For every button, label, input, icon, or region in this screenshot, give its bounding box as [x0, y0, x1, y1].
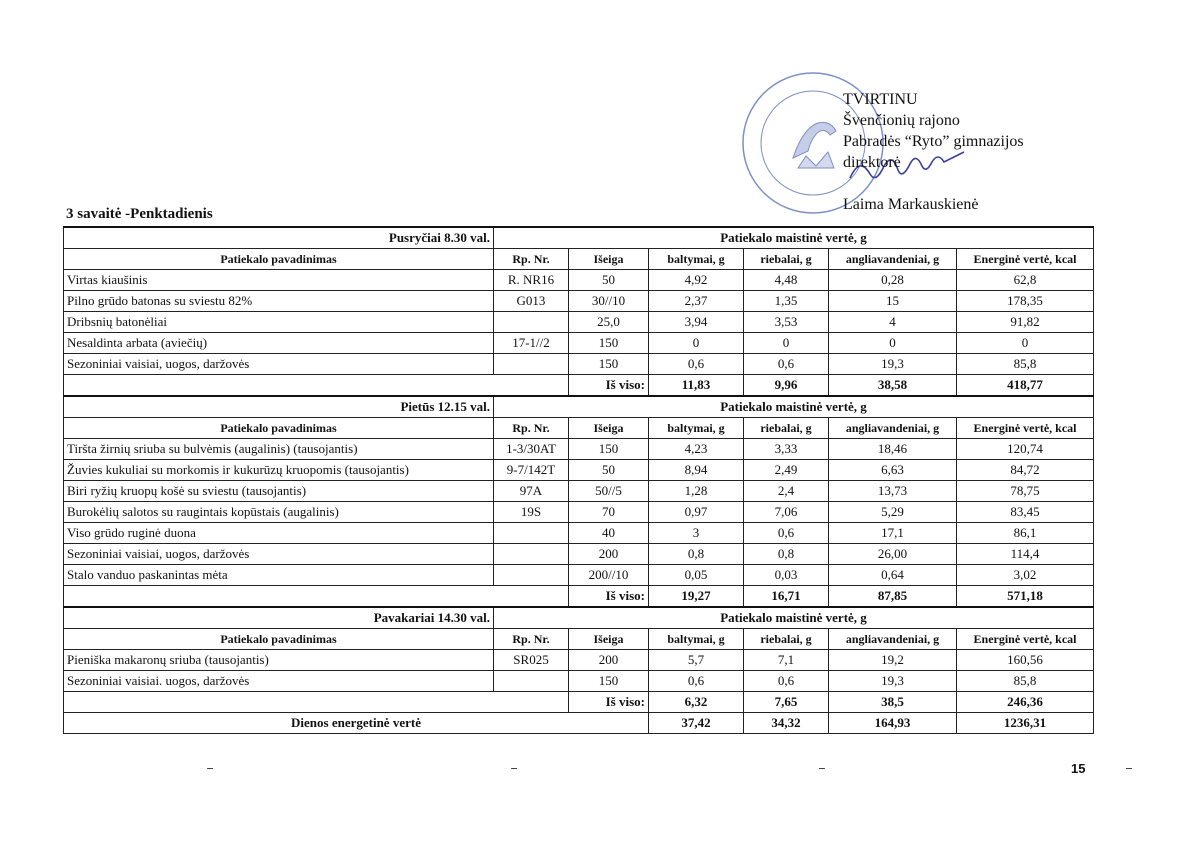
dish-rp-nr: 17-1//2 [494, 333, 569, 354]
total-kcal: 571,18 [957, 586, 1094, 608]
day-total-row [64, 713, 1094, 734]
total-protein: 19,27 [649, 586, 744, 608]
dish-yield: 30//10 [569, 291, 649, 312]
dish-rp-nr: SR025 [494, 650, 569, 671]
meal-title: Pavakariai 14.30 val. [64, 607, 494, 629]
header-energy: Energinė vertė, kcal [957, 249, 1094, 270]
day-total-kcal: 1236,31 [957, 713, 1094, 734]
dish-rp-nr: G013 [494, 291, 569, 312]
header-protein: baltymai, g [649, 629, 744, 650]
nutrition-header: Patiekalo maistinė vertė, g [494, 396, 1094, 418]
dish-row [64, 333, 1094, 354]
meal-title-row [64, 227, 1094, 249]
scan-mark [1126, 768, 1132, 769]
meal-total-row [64, 586, 1094, 608]
dish-row [64, 439, 1094, 460]
dish-name: Pieniška makaronų sriuba (tausojantis) [64, 650, 494, 671]
dish-protein: 4,92 [649, 270, 744, 291]
total-protein: 6,32 [649, 692, 744, 713]
dish-yield: 150 [569, 671, 649, 692]
day-total-label: Dienos energetinė vertė [64, 713, 649, 734]
dish-row [64, 354, 1094, 375]
dish-carbs: 19,3 [829, 354, 957, 375]
dish-yield: 50 [569, 270, 649, 291]
day-total-fat: 34,32 [744, 713, 829, 734]
dish-name: Sezoniniai vaisiai. uogos, daržovės [64, 671, 494, 692]
dish-rp-nr: 97A [494, 481, 569, 502]
dish-yield: 40 [569, 523, 649, 544]
total-fat: 9,96 [744, 375, 829, 397]
dish-carbs: 13,73 [829, 481, 957, 502]
dish-row [64, 650, 1094, 671]
dish-name: Pilno grūdo batonas su sviestu 82% [64, 291, 494, 312]
dish-fat: 3,33 [744, 439, 829, 460]
dish-name: Virtas kiaušinis [64, 270, 494, 291]
dish-carbs: 6,63 [829, 460, 957, 481]
nutrition-header: Patiekalo maistinė vertė, g [494, 227, 1094, 249]
dish-row [64, 270, 1094, 291]
week-title: 3 savaitė -Penktadienis [66, 206, 213, 222]
dish-yield: 70 [569, 502, 649, 523]
dish-protein: 3 [649, 523, 744, 544]
nutrition-header: Patiekalo maistinė vertė, g [494, 607, 1094, 629]
dish-fat: 7,1 [744, 650, 829, 671]
total-carbs: 38,58 [829, 375, 957, 397]
dish-protein: 5,7 [649, 650, 744, 671]
dish-carbs: 4 [829, 312, 957, 333]
day-total-protein: 37,42 [649, 713, 744, 734]
dish-protein: 0,05 [649, 565, 744, 586]
dish-rp-nr: 19S [494, 502, 569, 523]
dish-row [64, 671, 1094, 692]
dish-fat: 0,6 [744, 671, 829, 692]
dish-fat: 0,6 [744, 523, 829, 544]
dish-carbs: 5,29 [829, 502, 957, 523]
dish-fat: 1,35 [744, 291, 829, 312]
dish-yield: 150 [569, 333, 649, 354]
dish-fat: 2,4 [744, 481, 829, 502]
dish-name: Burokėlių salotos su raugintais kopūstais (augalinis) [64, 502, 494, 523]
meal-title-row [64, 607, 1094, 629]
header-carbs: angliavandeniai, g [829, 249, 957, 270]
header-fat: riebalai, g [744, 629, 829, 650]
column-header-row [64, 629, 1094, 650]
dish-protein: 8,94 [649, 460, 744, 481]
approval-line: TVIRTINU [843, 91, 918, 108]
dish-yield: 200//10 [569, 565, 649, 586]
dish-kcal: 62,8 [957, 270, 1094, 291]
meal-total-row [64, 375, 1094, 397]
dish-row [64, 291, 1094, 312]
total-spacer [64, 586, 569, 608]
header-energy: Energinė vertė, kcal [957, 418, 1094, 439]
dish-protein: 4,23 [649, 439, 744, 460]
header-yield: Išeiga [569, 418, 649, 439]
header-protein: baltymai, g [649, 249, 744, 270]
dish-fat: 2,49 [744, 460, 829, 481]
approver-name: Laima Markauskienė [843, 196, 979, 213]
dish-rp-nr [494, 354, 569, 375]
header-yield: Išeiga [569, 629, 649, 650]
dish-kcal: 85,8 [957, 354, 1094, 375]
dish-protein: 1,28 [649, 481, 744, 502]
header-dish-name: Patiekalo pavadinimas [64, 629, 494, 650]
header-rp-nr: Rp. Nr. [494, 418, 569, 439]
dish-carbs: 19,2 [829, 650, 957, 671]
dish-protein: 0,6 [649, 671, 744, 692]
total-label: Iš viso: [569, 692, 649, 713]
dish-kcal: 85,8 [957, 671, 1094, 692]
approval-line: direktorė [843, 154, 901, 171]
dish-row [64, 481, 1094, 502]
dish-carbs: 15 [829, 291, 957, 312]
dish-fat: 4,48 [744, 270, 829, 291]
dish-carbs: 0 [829, 333, 957, 354]
column-header-row [64, 418, 1094, 439]
total-carbs: 87,85 [829, 586, 957, 608]
header-carbs: angliavandeniai, g [829, 629, 957, 650]
meal-title: Pusryčiai 8.30 val. [64, 227, 494, 249]
dish-name: Viso grūdo ruginė duona [64, 523, 494, 544]
dish-name: Stalo vanduo paskanintas mėta [64, 565, 494, 586]
total-label: Iš viso: [569, 586, 649, 608]
dish-carbs: 18,46 [829, 439, 957, 460]
dish-row [64, 502, 1094, 523]
approval-line: Pabradės “Ryto” gimnazijos [843, 133, 1024, 150]
header-rp-nr: Rp. Nr. [494, 629, 569, 650]
dish-fat: 3,53 [744, 312, 829, 333]
dish-fat: 0,03 [744, 565, 829, 586]
scan-mark [207, 768, 213, 769]
total-carbs: 38,5 [829, 692, 957, 713]
total-label: Iš viso: [569, 375, 649, 397]
dish-kcal: 3,02 [957, 565, 1094, 586]
dish-carbs: 17,1 [829, 523, 957, 544]
dish-carbs: 26,00 [829, 544, 957, 565]
total-kcal: 418,77 [957, 375, 1094, 397]
dish-carbs: 0,64 [829, 565, 957, 586]
dish-kcal: 114,4 [957, 544, 1094, 565]
dish-rp-nr: R. NR16 [494, 270, 569, 291]
dish-protein: 3,94 [649, 312, 744, 333]
column-header-row [64, 249, 1094, 270]
total-protein: 11,83 [649, 375, 744, 397]
dish-name: Biri ryžių kruopų košė su sviestu (tausojantis) [64, 481, 494, 502]
header-energy: Energinė vertė, kcal [957, 629, 1094, 650]
dish-row [64, 460, 1094, 481]
dish-rp-nr [494, 544, 569, 565]
scan-mark [819, 768, 825, 769]
dish-kcal: 83,45 [957, 502, 1094, 523]
dish-name: Tiršta žirnių sriuba su bulvėmis (augalinis) (tausojantis) [64, 439, 494, 460]
dish-rp-nr: 9-7/142T [494, 460, 569, 481]
header-dish-name: Patiekalo pavadinimas [64, 249, 494, 270]
dish-name: Nesaldinta arbata (aviečių) [64, 333, 494, 354]
dish-carbs: 0,28 [829, 270, 957, 291]
dish-carbs: 19,3 [829, 671, 957, 692]
dish-yield: 50 [569, 460, 649, 481]
dish-protein: 0,97 [649, 502, 744, 523]
dish-protein: 0,8 [649, 544, 744, 565]
header-rp-nr: Rp. Nr. [494, 249, 569, 270]
dish-rp-nr [494, 523, 569, 544]
dish-row [64, 312, 1094, 333]
dish-kcal: 178,35 [957, 291, 1094, 312]
dish-kcal: 91,82 [957, 312, 1094, 333]
header-dish-name: Patiekalo pavadinimas [64, 418, 494, 439]
dish-yield: 200 [569, 544, 649, 565]
dish-fat: 7,06 [744, 502, 829, 523]
total-fat: 16,71 [744, 586, 829, 608]
total-spacer [64, 692, 569, 713]
dish-kcal: 160,56 [957, 650, 1094, 671]
dish-rp-nr: 1-3/30AT [494, 439, 569, 460]
dish-yield: 150 [569, 439, 649, 460]
dish-kcal: 84,72 [957, 460, 1094, 481]
dish-name: Sezoniniai vaisiai, uogos, daržovės [64, 544, 494, 565]
dish-row [64, 544, 1094, 565]
dish-yield: 200 [569, 650, 649, 671]
dish-kcal: 86,1 [957, 523, 1094, 544]
dish-fat: 0,8 [744, 544, 829, 565]
dish-row [64, 523, 1094, 544]
dish-protein: 0 [649, 333, 744, 354]
meal-title-row [64, 396, 1094, 418]
dish-name: Žuvies kukuliai su morkomis ir kukurūzų kruopomis (tausojantis) [64, 460, 494, 481]
menu-table [63, 226, 1094, 734]
dish-fat: 0 [744, 333, 829, 354]
dish-protein: 0,6 [649, 354, 744, 375]
dish-kcal: 0 [957, 333, 1094, 354]
dish-rp-nr [494, 312, 569, 333]
dish-kcal: 78,75 [957, 481, 1094, 502]
header-fat: riebalai, g [744, 418, 829, 439]
header-fat: riebalai, g [744, 249, 829, 270]
dish-rp-nr [494, 565, 569, 586]
meal-title: Pietūs 12.15 val. [64, 396, 494, 418]
meal-total-row [64, 692, 1094, 713]
total-fat: 7,65 [744, 692, 829, 713]
header-yield: Išeiga [569, 249, 649, 270]
dish-yield: 50//5 [569, 481, 649, 502]
dish-yield: 25,0 [569, 312, 649, 333]
total-kcal: 246,36 [957, 692, 1094, 713]
day-total-carbs: 164,93 [829, 713, 957, 734]
dish-protein: 2,37 [649, 291, 744, 312]
dish-row [64, 565, 1094, 586]
total-spacer [64, 375, 569, 397]
dish-rp-nr [494, 671, 569, 692]
dish-name: Dribsnių batonėliai [64, 312, 494, 333]
approval-line: Švenčionių rajono [843, 112, 960, 129]
dish-kcal: 120,74 [957, 439, 1094, 460]
page-number: 15 [1071, 761, 1086, 776]
header-protein: baltymai, g [649, 418, 744, 439]
dish-name: Sezoniniai vaisiai, uogos, daržovės [64, 354, 494, 375]
header-carbs: angliavandeniai, g [829, 418, 957, 439]
dish-yield: 150 [569, 354, 649, 375]
approval-block [843, 89, 1024, 215]
dish-fat: 0,6 [744, 354, 829, 375]
scan-mark [511, 768, 517, 769]
